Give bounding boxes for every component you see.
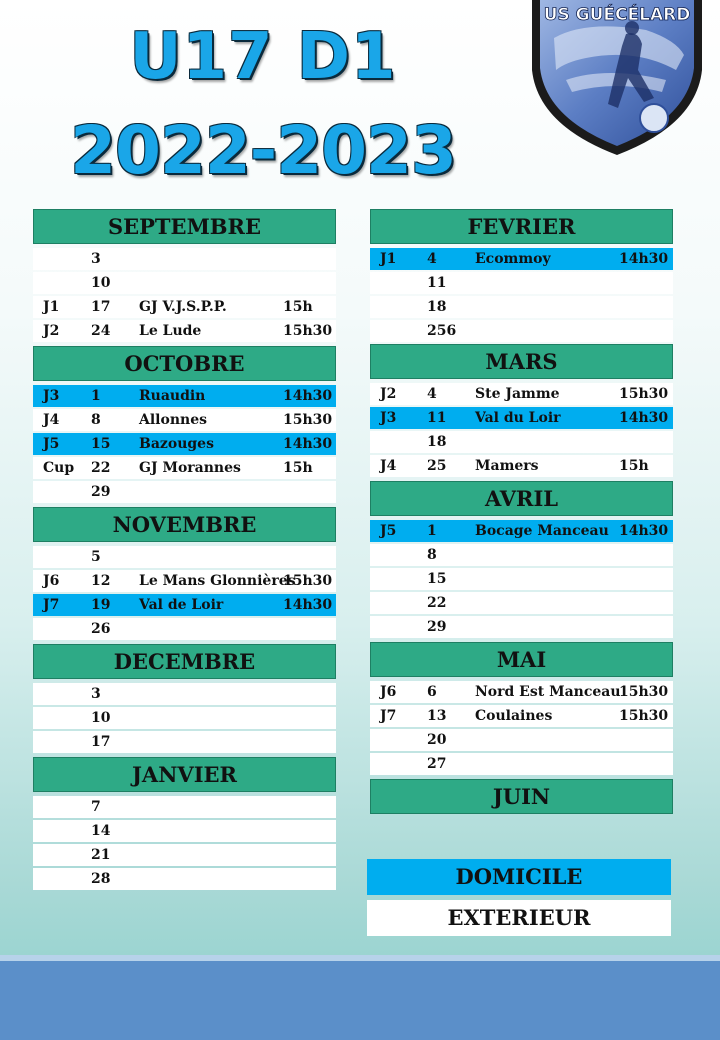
match-date: 28 [91,871,111,887]
matchday: J3 [380,410,397,426]
club-logo [526,0,708,155]
match-date: 29 [91,484,111,500]
match-date: 14 [91,823,111,839]
match-row [370,383,673,405]
match-date: 3 [91,251,101,267]
month-header-septembre: SEPTEMBRE [33,209,336,244]
match-row [33,868,336,890]
match-row [370,753,673,775]
season-title: 2022-2023 [70,112,456,189]
matchday: J2 [380,386,397,402]
matchday: J3 [43,388,60,404]
match-row [33,248,336,270]
matchday: Cup [43,460,75,476]
kickoff-time: 15h30 [619,386,669,402]
match-date: 22 [91,460,111,476]
month-header-mai: MAI [370,642,673,677]
page-title: U17 D1 [129,20,397,94]
match-date: 256 [427,323,457,339]
match-date: 15 [91,436,111,452]
matchday: J1 [380,251,397,267]
match-date: 17 [91,299,111,315]
match-date: 29 [427,619,447,635]
match-date: 1 [91,388,101,404]
match-row [33,844,336,866]
match-date: 24 [91,323,111,339]
match-date: 19 [91,597,111,613]
match-date: 4 [427,386,437,402]
match-date: 20 [427,732,447,748]
match-date: 6 [427,684,437,700]
month-header-decembre: DECEMBRE [33,644,336,679]
month-header-octobre: OCTOBRE [33,346,336,381]
match-row [33,731,336,753]
logo-text: US GUÉCÉLARD [543,5,691,25]
match-row [33,796,336,818]
match-row [33,683,336,705]
opponent: Bocage Manceau [475,523,609,539]
opponent: Le Mans Glonnières [139,573,296,589]
match-row [33,618,336,640]
match-date: 17 [91,734,111,750]
matchday: J6 [43,573,60,589]
match-row [33,707,336,729]
kickoff-time: 15h30 [283,323,333,339]
match-date: 1 [427,523,437,539]
match-date: 8 [91,412,101,428]
match-row [370,520,673,542]
matchday: J4 [380,458,397,474]
match-row [370,592,673,614]
match-row [33,385,336,407]
opponent: Mamers [475,458,539,474]
month-header-janvier: JANVIER [33,757,336,792]
matchday: J7 [43,597,60,613]
match-row [33,433,336,455]
month-header-juin: JUIN [370,779,673,814]
kickoff-time: 15h30 [619,684,669,700]
match-row [370,431,673,453]
match-row [370,320,673,342]
match-row [370,455,673,477]
match-row [33,296,336,318]
match-row [370,616,673,638]
opponent: Bazouges [139,436,214,452]
match-row [370,729,673,751]
left-column [33,209,336,892]
opponent: Ecommoy [475,251,551,267]
match-date: 8 [427,547,437,563]
kickoff-time: 14h30 [283,597,333,613]
match-date: 5 [91,549,101,565]
kickoff-time: 14h30 [619,410,669,426]
match-row [33,320,336,342]
match-row [33,594,336,616]
matchday: J5 [43,436,60,452]
opponent: Ste Jamme [475,386,560,402]
kickoff-time: 14h30 [283,388,333,404]
opponent: Val du Loir [475,410,561,426]
matchday: J1 [43,299,60,315]
match-date: 11 [427,275,447,291]
match-row [370,568,673,590]
match-date: 18 [427,434,447,450]
matchday: J6 [380,684,397,700]
match-row [370,248,673,270]
matchday: J2 [43,323,60,339]
match-row [33,546,336,568]
match-date: 7 [91,799,101,815]
match-row [33,820,336,842]
matchday: J4 [43,412,60,428]
month-header-fevrier: FEVRIER [370,209,673,244]
opponent: Nord Est Manceau [475,684,621,700]
match-date: 13 [427,708,447,724]
match-date: 25 [427,458,447,474]
match-date: 22 [427,595,447,611]
kickoff-time: 14h30 [619,251,669,267]
kickoff-time: 15h30 [283,573,333,589]
match-date: 27 [427,756,447,772]
opponent: Allonnes [139,412,207,428]
kickoff-time: 15h [619,458,649,474]
opponent: Ruaudin [139,388,206,404]
match-row [33,481,336,503]
match-row [370,705,673,727]
match-row [370,544,673,566]
legend-home: DOMICILE [367,859,671,895]
match-date: 4 [427,251,437,267]
match-date: 15 [427,571,447,587]
opponent: Le Lude [139,323,202,339]
kickoff-time: 15h [283,460,313,476]
month-header-mars: MARS [370,344,673,379]
match-row [370,272,673,294]
match-row [33,409,336,431]
matchday: J7 [380,708,397,724]
kickoff-time: 15h30 [619,708,669,724]
right-column [370,209,673,817]
match-date: 26 [91,621,111,637]
kickoff-time: 15h30 [283,412,333,428]
kickoff-time: 14h30 [283,436,333,452]
month-header-novembre: NOVEMBRE [33,507,336,542]
match-date: 10 [91,275,111,291]
match-date: 10 [91,710,111,726]
match-date: 18 [427,299,447,315]
opponent: GJ Morannes [139,460,241,476]
match-row [33,457,336,479]
opponent: Coulaines [475,708,553,724]
kickoff-time: 14h30 [619,523,669,539]
kickoff-time: 15h [283,299,313,315]
opponent: Val de Loir [139,597,224,613]
match-date: 3 [91,686,101,702]
footer-band [0,955,720,1040]
legend-away: EXTERIEUR [367,900,671,936]
match-date: 11 [427,410,447,426]
match-date: 21 [91,847,111,863]
matchday: J5 [380,523,397,539]
match-row [370,681,673,703]
match-date: 12 [91,573,111,589]
month-header-avril: AVRIL [370,481,673,516]
match-row [370,296,673,318]
match-row [33,570,336,592]
match-row [370,407,673,429]
opponent: GJ V.J.S.P.P. [139,299,227,315]
match-row [33,272,336,294]
